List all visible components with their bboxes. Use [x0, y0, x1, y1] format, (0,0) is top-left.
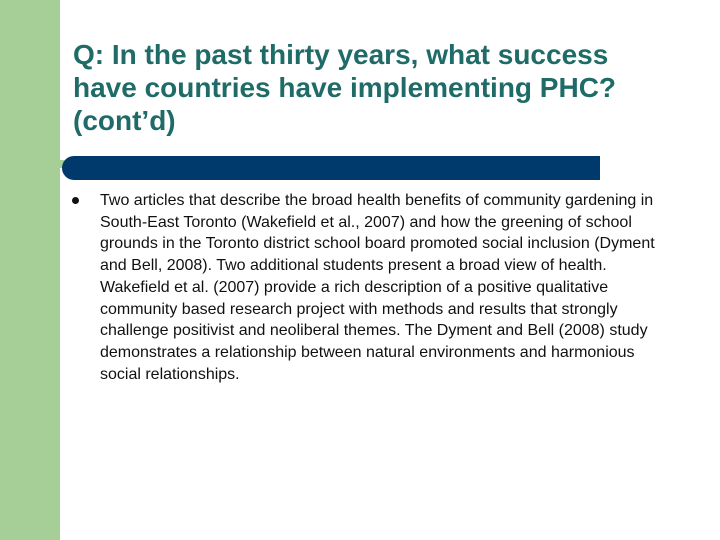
- slide-title: Q: In the past thirty years, what success have countries have implementing PHC? (cont’d): [73, 39, 617, 136]
- bullet-dot-icon: [72, 197, 79, 204]
- bullet-list: [72, 190, 672, 385]
- bullet-text: Two articles that describe the broad health benefits of community gardening in South-East Toronto (Wakefield et al., 2007) and how the greening of school grounds in the Toronto district school board promoted social inclusion (Dyment and Bell, 2008). Two additional students present a broad view of health. Wakefield et al. (2007) provide a rich description of a positive qualitative community based research project with methods and results that strongly challenge positivist and neoliberal themes. The Dyment and Bell (2008) study demonstrates a relationship between natural environments and harmonious social relationships.: [100, 192, 655, 383]
- title-divider-bar: [62, 156, 600, 180]
- bullet-item: [72, 190, 672, 385]
